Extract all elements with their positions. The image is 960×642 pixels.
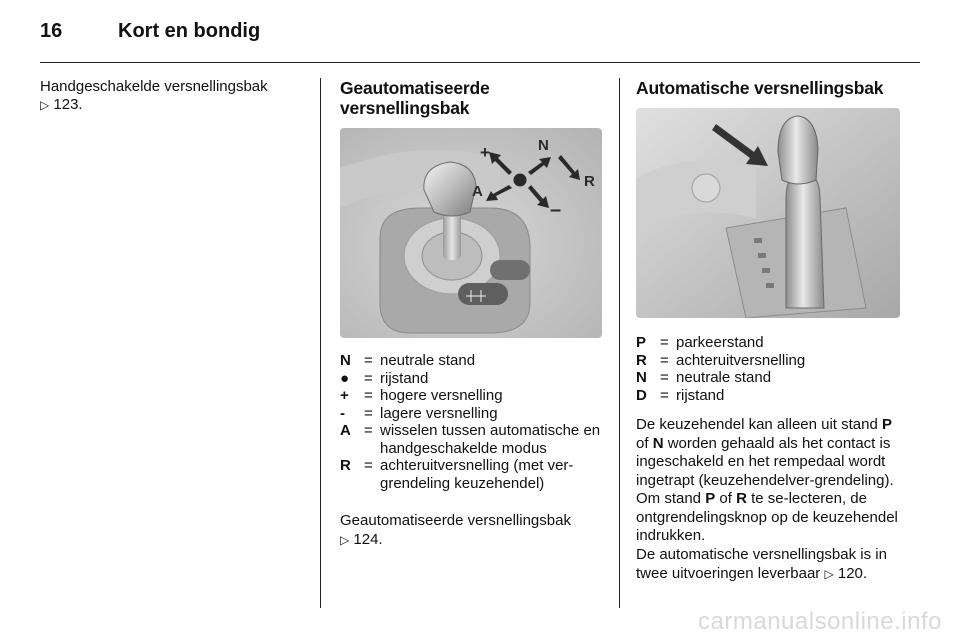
page-ref-number: 124.	[353, 530, 383, 548]
legend-value: neutrale stand	[380, 352, 476, 369]
page-number: 16	[40, 20, 63, 42]
legend-value: lagere versnelling	[380, 404, 498, 422]
legend-row	[636, 352, 906, 370]
legend-row	[340, 422, 605, 457]
legend-key: -	[340, 404, 345, 422]
automatic-paragraph-1	[636, 416, 906, 546]
manual-gearbox-ref[interactable]	[40, 96, 310, 114]
legend-value: rijstand	[380, 369, 429, 387]
para-bold: P	[882, 416, 893, 433]
legend-eq: =	[660, 334, 669, 351]
mode-button	[458, 283, 508, 305]
legend-value: hogere versnelling	[380, 387, 503, 404]
page-title: Kort en bondig	[118, 20, 261, 42]
legend-eq: =	[660, 351, 669, 369]
legend-eq: =	[364, 404, 373, 422]
legend-key: N	[340, 352, 351, 369]
lever-knob	[778, 116, 818, 184]
legend-value: neutrale stand	[676, 369, 772, 386]
legend-key: R	[340, 457, 351, 474]
legend-key: N	[636, 369, 647, 386]
lever-knob	[424, 162, 476, 216]
column-3	[636, 78, 906, 98]
automated-footer	[340, 512, 605, 549]
legend-key: A	[340, 422, 351, 439]
automated-footer-text: Geautomatiseerde versnellingsbak	[340, 512, 571, 529]
legend-row	[340, 370, 605, 388]
vent-knob	[692, 174, 720, 202]
page-ref-icon: ▷	[824, 566, 834, 581]
legend-eq: =	[660, 369, 669, 386]
legend-eq: =	[364, 422, 373, 439]
para-text: of	[636, 434, 653, 452]
page-ref-number: 123.	[53, 96, 83, 113]
legend-value: wisselen tussen automatische en handgeschakelde modus	[380, 422, 601, 457]
legend-eq: =	[364, 387, 373, 404]
section-heading-automatic: Automatische versnellingsbak	[636, 78, 884, 98]
legend-eq: =	[364, 369, 373, 387]
para-text: De automatische versnellingsbak is in twee uitvoeringen leverbaar	[636, 546, 887, 582]
label-plus: +	[480, 143, 490, 162]
eco-button	[490, 260, 530, 280]
legend-eq: =	[364, 352, 373, 369]
legend-key: R	[636, 351, 647, 369]
column-2	[340, 78, 605, 118]
watermark[interactable]: carmanualsonline.info	[698, 608, 942, 635]
legend-value: achteruitversnelling	[676, 351, 806, 369]
legend-row	[340, 405, 605, 423]
heading-line-1: Geautomatiseerde	[340, 78, 490, 98]
label-r: R	[584, 173, 595, 190]
automated-legend	[340, 352, 605, 492]
label-n: N	[538, 137, 549, 154]
legend-eq: =	[660, 386, 669, 404]
legend-value: parkeerstand	[676, 334, 764, 351]
manual-gearbox-text: Handgeschakelde versnellingsbak	[40, 78, 268, 95]
legend-key: P	[636, 334, 647, 351]
automatic-paragraph-2	[636, 546, 906, 583]
automatic-gearbox-figure	[636, 108, 900, 318]
legend-row	[340, 457, 605, 492]
legend-row	[636, 387, 906, 405]
legend-row	[340, 352, 605, 370]
legend-value: rijstand	[676, 386, 725, 404]
legend-row	[636, 369, 906, 387]
legend-eq: =	[364, 457, 373, 474]
para-text: of	[715, 490, 737, 507]
section-heading-automated	[340, 78, 605, 118]
para-bold: R	[736, 490, 747, 507]
para-bold: P	[705, 490, 716, 507]
legend-key: ●	[340, 369, 350, 387]
label-minus: –	[550, 199, 562, 221]
legend-key: +	[340, 387, 349, 404]
para-text: worden gehaald als het contact is ingeschakeld en het rempedaal wordt ingetrapt (keuzehendelver-grendeling). Om stand	[636, 434, 894, 507]
column-divider-2	[619, 78, 620, 608]
drive-dot	[514, 174, 527, 187]
legend-key: D	[636, 386, 647, 404]
page-ref-icon: ▷	[40, 98, 50, 112]
heading-line-2: versnellingsbak	[340, 98, 470, 118]
para-bold: N	[652, 434, 664, 452]
page-ref-icon: ▷	[340, 532, 350, 547]
automated-gearbox-figure	[340, 128, 602, 338]
column-divider-1	[320, 78, 321, 608]
automated-footer-ref[interactable]	[340, 531, 605, 550]
para-text: te se-lecteren, de ontgrendelingsknop op de keuzehendel indrukken.	[636, 490, 898, 544]
page-ref-number: 120.	[837, 564, 868, 582]
header-rule	[40, 62, 920, 63]
legend-row	[340, 387, 605, 405]
legend-value: achteruitversnelling (met ver-grendeling keuzehendel)	[380, 457, 574, 492]
page-header	[40, 18, 920, 58]
column-1	[40, 78, 310, 114]
label-a: A	[472, 183, 483, 200]
legend-row	[636, 334, 906, 352]
lever-body	[786, 172, 824, 308]
para-text: De keuzehendel kan alleen uit stand	[636, 416, 878, 433]
automatic-legend	[636, 334, 906, 404]
automatic-ref[interactable]	[824, 565, 867, 582]
